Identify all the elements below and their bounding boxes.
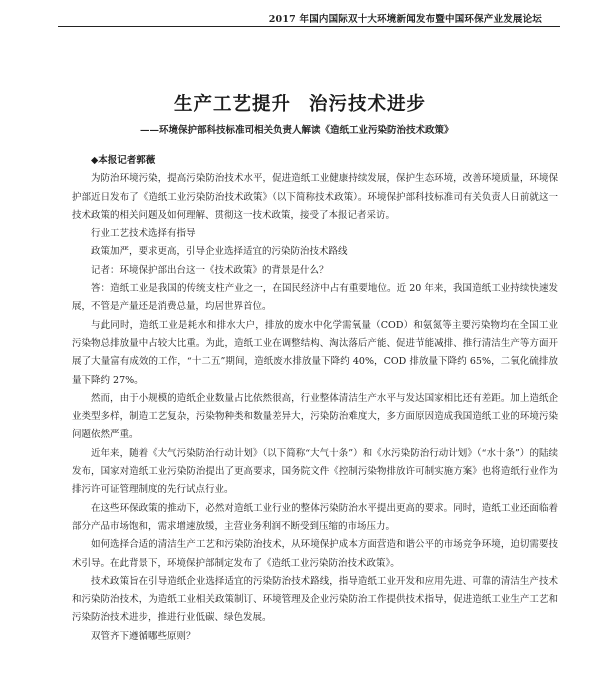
running-header: 2017 年国内国际双十大环境新闻发布暨中国环保产业发展论坛 bbox=[268, 14, 542, 25]
header-rule bbox=[58, 26, 560, 27]
article-title-part1: 生产工艺提升 bbox=[173, 94, 291, 115]
section-subheading: 政策加严，要求更高，引导企业选择适宜的污染防治技术路线 bbox=[91, 246, 348, 258]
article-body bbox=[72, 150, 558, 646]
answer-paragraph: 答：造纸工业是我国的传统支柱产业之一，在国民经济中占有重要地位。近 20 年来，我国造纸工业持续快速发展，不管是产量还是消费总量，均居世界首位。 bbox=[72, 283, 558, 313]
section-heading: 行业工艺技术选择有指导 bbox=[91, 228, 196, 240]
article-title-part2: 治污技术进步 bbox=[309, 94, 427, 115]
article-title bbox=[0, 90, 600, 116]
section-heading-2: 双管齐下遵循哪些原则？ bbox=[91, 630, 196, 642]
question-1: 记者：环境保护部出台这一《技术政策》的背景是什么？ bbox=[91, 264, 329, 276]
paragraph-intro: 为防治环境污染，提高污染防治技术水平，促进造纸工业健康持续发展，保护生态环境，改善环境质量，环境保护部近日发布了《造纸工业污染防治技术政策》（以下简称技术政策）。环境保护部科技标准司有关负责人日前就这一技术政策的相关问题及如何理解、贯彻这一技术政策，接受了本报记者采访。 bbox=[72, 173, 558, 221]
paragraph: 技术政策旨在引导造纸企业选择适宜的污染防治技术路线，指导造纸工业开发和应用先进、可靠的清洁生产技术和污染防治技术，为造纸工业相关政策制订、环境管理及企业污染防治工作提供技术指导，促进造纸工业生产工艺和污染防治技术进步，推进行业低碳、绿色发展。 bbox=[72, 575, 558, 624]
paragraph: 与此同时，造纸工业是耗水和排水大户，排放的废水中化学需氧量（COD）和氨氮等主要污染物均在全国工业污染物总排放量中占较大比重。为此，造纸工业在调整结构、淘汰落后产能、促进节能减排、推行清洁生产等方面开展了大量富有成效的工作，“十二五”期间，造纸废水排放量下降约 40%，COD 排放量下降约 65%，二氧化硫排放量下降约 27%。 bbox=[72, 319, 558, 386]
article-subtitle: ——环境保护部科技标准司相关负责人解读《造纸工业污染防治技术政策》 bbox=[140, 125, 454, 136]
paragraph: 如何选择合适的清洁生产工艺和污染防治技术，从环境保护成本方面营造和谐公平的市场竞争环境，迫切需要技术引导。在此背景下，环境保护部制定发布了《造纸工业污染防治技术政策》。 bbox=[72, 539, 558, 569]
paragraph: 近年来，随着《大气污染防治行动计划》（以下简称“大气十条”）和《水污染防治行动计划》（“水十条”）的陆续发布，国家对造纸工业污染防治提出了更高要求，国务院文件《控制污染物排放许可制实施方案》也将造纸行业作为排污许可证管理制度的先行试点行业。 bbox=[72, 447, 558, 496]
paragraph: 在这些环保政策的推动下，必然对造纸工业行业的整体污染防治水平提出更高的要求。同时，造纸工业还面临着部分产品市场饱和，需求增速放缓，主营业务利润不断受到压缩的市场压力。 bbox=[72, 502, 558, 532]
byline: ◆本报记者郭薇 bbox=[91, 155, 156, 166]
paragraph: 然而，由于小规模的造纸企业数量占比依然很高，行业整体清洁生产水平与发达国家相比还有差距。加上造纸企业类型多样，制造工艺复杂，污染物种类和数量差异大，污染防治难度大，多方面原因造成我国造纸工业的环境污染问题依然严重。 bbox=[72, 392, 558, 441]
